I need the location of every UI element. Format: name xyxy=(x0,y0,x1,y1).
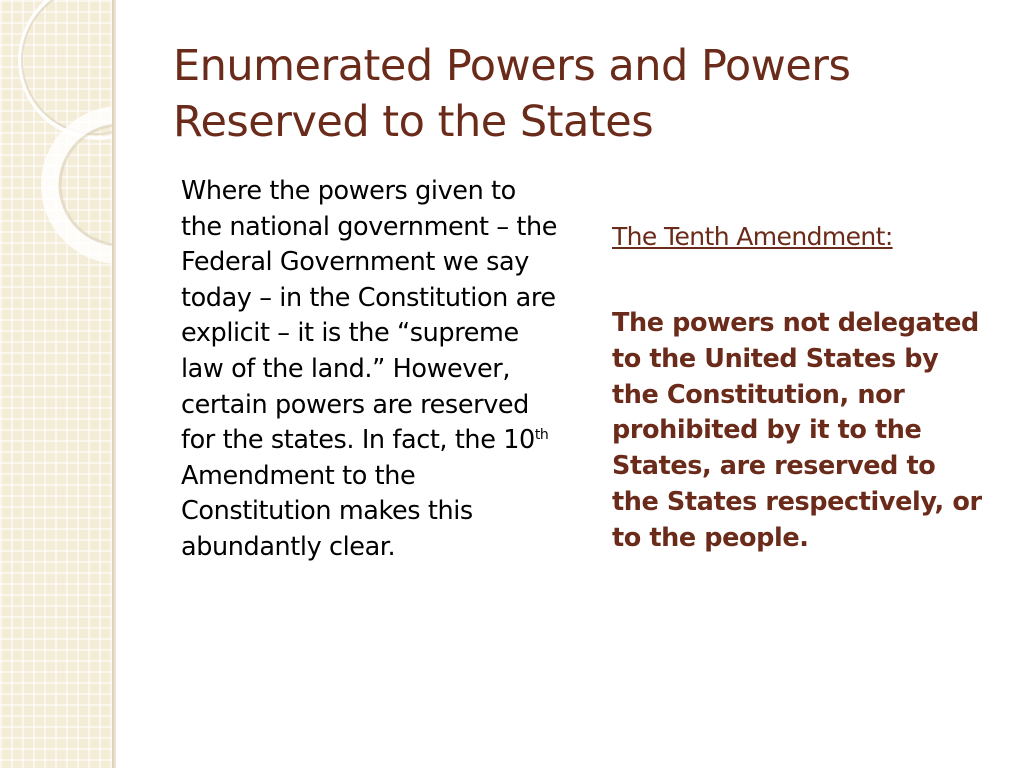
sidebar-divider xyxy=(112,0,116,768)
decorative-sidebar xyxy=(0,0,112,768)
slide-title: Enumerated Powers and Powers Reserved to the States xyxy=(173,41,851,147)
left-text-part-2: Amendment to the Constitution makes this abundantly clear. xyxy=(181,460,473,562)
ordinal-superscript: th xyxy=(534,427,549,444)
decorative-circles-graphic xyxy=(0,0,112,768)
left-column-text xyxy=(181,174,561,566)
tenth-amendment-heading: The Tenth Amendment: xyxy=(612,222,893,251)
left-text-part-1: Where the powers given to the national government – the Federal Government we say today – in the Constitution are explicit – it is the “supreme law of the land.” However, certain powers are reserved for the states. In fact, the 10 xyxy=(181,176,558,456)
tenth-amendment-quote: The powers not delegated to the United States by the Constitution, nor prohibited by it to the States, are reserved to the States respectively, or to the people. xyxy=(612,308,982,553)
